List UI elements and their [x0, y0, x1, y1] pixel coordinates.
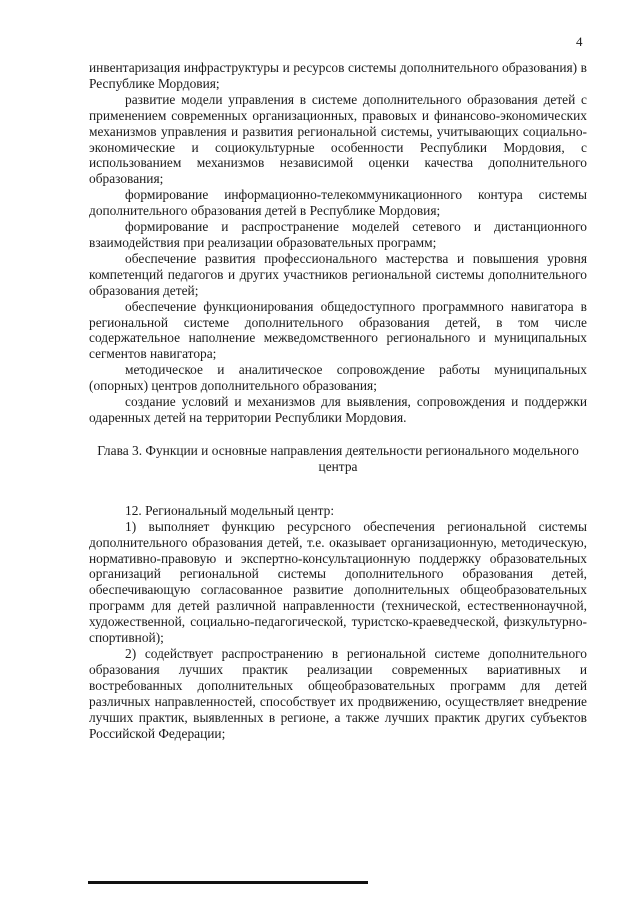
paragraph: обеспечение функционирования общедоступного программного навигатора в региональной системе дополнительного образования детей, в том числе содержательное наполнение межведомственного регионального и муниципальных сегментов навигатора; — [89, 298, 587, 362]
paragraph: 2) содействует распространению в региональной системе дополнительного образования лучших практик реализации современных вариативных и востребованных дополнительных общеобразовательных программ для детей различных направленностей, способствует их продвижению, осуществляет внедрение лучших практик, выявленных в регионе, а также лучших практик других субъектов Российской Федерации; — [89, 646, 587, 741]
paragraph: формирование и распространение моделей сетевого и дистанционного взаимодействия при реализации образовательных программ; — [89, 219, 587, 250]
paragraph: методическое и аналитическое сопровождение работы муниципальных (опорных) центров дополнительного образования; — [89, 362, 587, 394]
paragraph: 1) выполняет функцию ресурсного обеспечения региональной системы дополнительного образования детей, т.е. оказывает организационную, методическую, нормативно-правовую и экспертно-консультационную поддержку образовательных организаций региональной системы дополнительного образования детей, обеспечивающую согласованное развитие дополнительных общеобразовательных программ для детей различной направленности (технической, естественнонаучной, художественной, социально-педагогической, туристско-краеведческой, физкультурно-спортивной); — [89, 518, 587, 646]
scan-artifact-bar — [88, 881, 368, 884]
paragraph: инвентаризация инфраструктуры и ресурсов системы дополнительного образования) в Республике Мордовия; — [89, 60, 587, 91]
paragraph: развитие модели управления в системе дополнительного образования детей с применением современных организационных, правовых и финансово-экономических механизмов управления и развития региональной системы, учитывающих социально-экономические и социокультурные особенности Республики Мордовия, с использованием механизмов независимой оценки качества дополнительного образования; — [89, 91, 587, 187]
paragraph: 12. Региональный модельный центр: — [125, 502, 335, 518]
paragraph: обеспечение развития профессионального мастерства и повышения уровня компетенций педагогов и других участников региональной системы дополнительного образования детей; — [89, 250, 587, 298]
chapter-heading: Глава 3. Функции и основные направления деятельности регионального модельного центра — [97, 442, 579, 474]
paragraph: создание условий и механизмов для выявления, сопровождения и поддержки одаренных детей на территории Республики Мордовия. — [89, 394, 587, 425]
paragraph: формирование информационно-телекоммуникационного контура системы дополнительного образования детей в Республике Мордовия; — [89, 187, 587, 219]
page-number: 4 — [576, 34, 583, 49]
document-body — [89, 60, 587, 741]
